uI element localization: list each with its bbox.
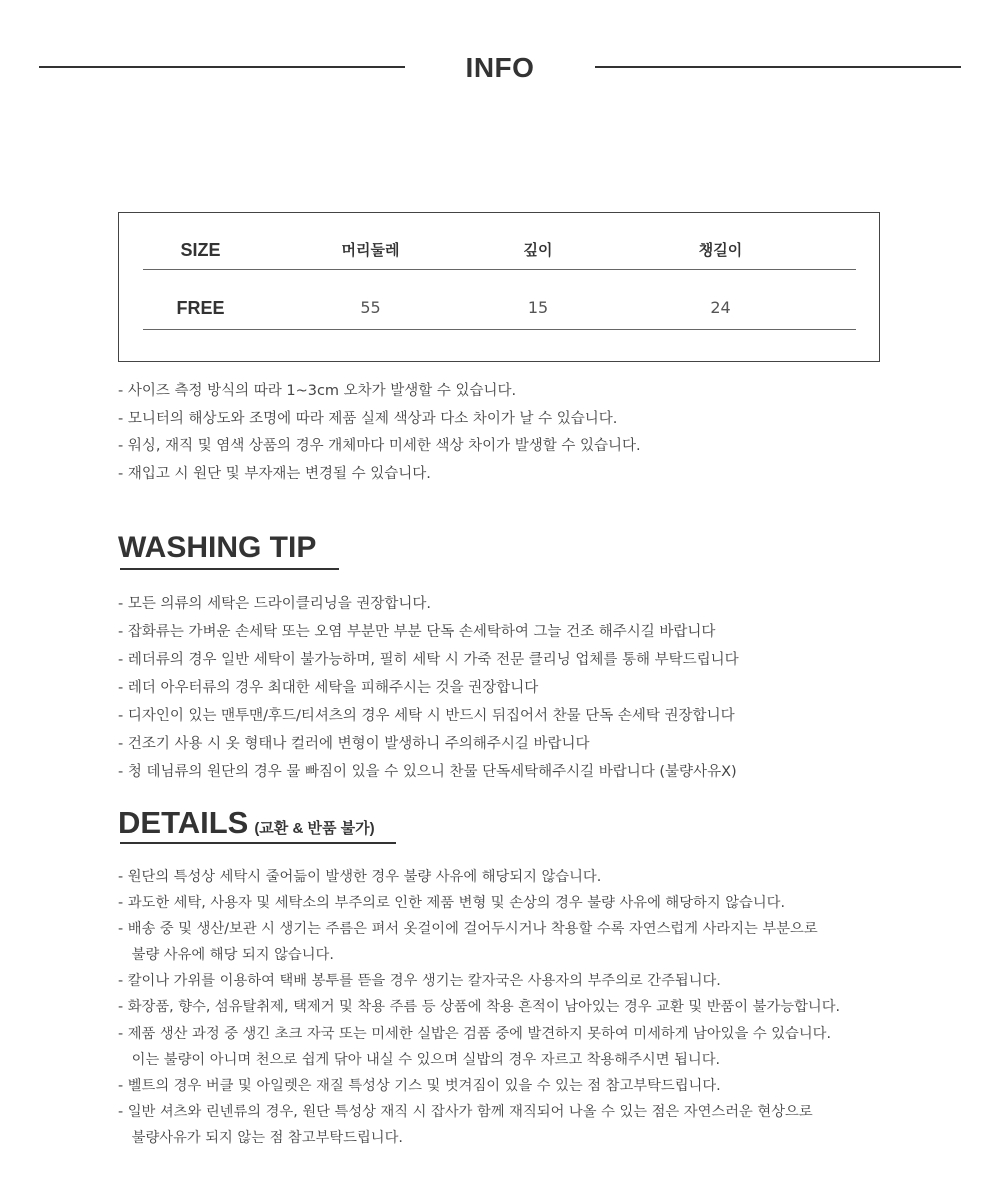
list-item: - 화장품, 향수, 섬유탈취제, 택제거 및 착용 주름 등 상품에 착용 흔적이 남아있는 경우 교환 및 반품이 불가능합니다. xyxy=(118,999,841,1016)
row-head-circumference: 55 xyxy=(360,298,381,317)
list-item: - 모니터의 해상도와 조명에 따라 제품 실제 색상과 다소 차이가 날 수 있습니다. xyxy=(118,410,618,427)
list-item: - 과도한 세탁, 사용자 및 세탁소의 부주의로 인한 제품 변형 및 손상의 경우 불량 사유에 해당하지 않습니다. xyxy=(118,895,786,912)
list-item: - 레더류의 경우 일반 세탁이 불가능하며, 필히 세탁 시 가죽 전문 클리닝 업체를 통해 부탁드립니다 xyxy=(118,652,739,668)
header-size: SIZE xyxy=(180,240,221,260)
list-item: - 벨트의 경우 버클 및 아일렛은 재질 특성상 기스 및 벗겨짐이 있을 수 있는 점 참고부탁드립니다. xyxy=(118,1077,721,1094)
size-notes xyxy=(118,380,641,490)
size-table xyxy=(118,212,880,362)
list-item: - 디자인이 있는 맨투맨/후드/티셔츠의 경우 세탁 시 반드시 뒤집어서 찬물 단독 손세탁 권장합니다 xyxy=(118,708,735,724)
details-title: DETAILS xyxy=(118,805,249,840)
size-table-header xyxy=(143,213,856,270)
header-brim-length: 챙길이 xyxy=(698,241,743,259)
list-item: - 레더 아우터류의 경우 최대한 세탁을 피해주시는 것을 권장합니다 xyxy=(118,680,539,696)
list-item: - 배송 중 및 생산/보관 시 생기는 주름은 펴서 옷걸이에 걸어두시거나 착용할 수록 자연스럽게 사라지는 부분으로 xyxy=(118,921,818,938)
details-list xyxy=(118,866,840,1153)
row-depth: 15 xyxy=(527,298,549,317)
list-item: - 일반 셔츠와 린넨류의 경우, 원단 특성상 재직 시 잡사가 함께 재직되어 나올 수 있는 점은 자연스러운 현상으로 xyxy=(118,1103,813,1120)
washing-tip-underline xyxy=(120,568,339,570)
info-divider-right xyxy=(595,66,961,68)
washing-tip-list xyxy=(118,593,739,789)
list-item: - 모든 의류의 세탁은 드라이클리닝을 권장합니다. xyxy=(118,596,432,612)
list-item: - 잡화류는 가벼운 손세탁 또는 오염 부분만 부분 단독 손세탁하여 그늘 건조 해주시길 바랍니다 xyxy=(118,624,716,640)
list-item: - 칼이나 가위를 이용하여 택배 봉투를 뜯을 경우 생기는 칼자국은 사용자의 부주의로 간주됩니다. xyxy=(118,973,721,990)
list-item: - 사이즈 측정 방식의 따라 1~3cm 오차가 발생할 수 있습니다. xyxy=(118,383,517,399)
list-item: - 원단의 특성상 세탁시 줄어듦이 발생한 경우 불량 사유에 해당되지 않습니다. xyxy=(118,869,602,885)
list-item: - 제품 생산 과정 중 생긴 초크 자국 또는 미세한 실밥은 검품 중에 발견하지 못하여 미세하게 남아있을 수 있습니다. xyxy=(118,1025,831,1042)
row-brim-length: 24 xyxy=(710,298,731,317)
list-item: - 청 데님류의 원단의 경우 물 빠짐이 있을 수 있으니 찬물 단독세탁해주시길 바랍니다 (불량사유X) xyxy=(118,764,737,780)
washing-tip-title: WASHING TIP xyxy=(118,531,317,564)
header-head-circumference: 머리둘레 xyxy=(341,241,400,259)
details-subtitle: (교환 & 반품 불가) xyxy=(254,820,375,837)
header-depth: 깊이 xyxy=(523,241,553,259)
list-item: - 워싱, 재직 및 염색 상품의 경우 개체마다 미세한 색상 차이가 발생할 수 있습니다. xyxy=(118,438,641,454)
details-heading xyxy=(118,805,375,841)
row-size: FREE xyxy=(176,298,225,318)
table-row xyxy=(143,273,856,330)
info-header xyxy=(0,50,1000,90)
list-item: 불량사유가 되지 않는 점 참고부탁드립니다. xyxy=(118,1129,403,1146)
info-title: INFO xyxy=(465,52,535,83)
details-underline xyxy=(120,842,396,844)
list-item: - 재입고 시 원단 및 부자재는 변경될 수 있습니다. xyxy=(118,465,431,482)
list-item: 불량 사유에 해당 되지 않습니다. xyxy=(118,947,334,964)
list-item: - 건조기 사용 시 옷 형태나 컬러에 변형이 발생하니 주의해주시길 바랍니다 xyxy=(118,736,590,752)
list-item: 이는 불량이 아니며 천으로 쉽게 닦아 내실 수 있으며 실밥의 경우 자르고 착용해주시면 됩니다. xyxy=(118,1051,721,1068)
